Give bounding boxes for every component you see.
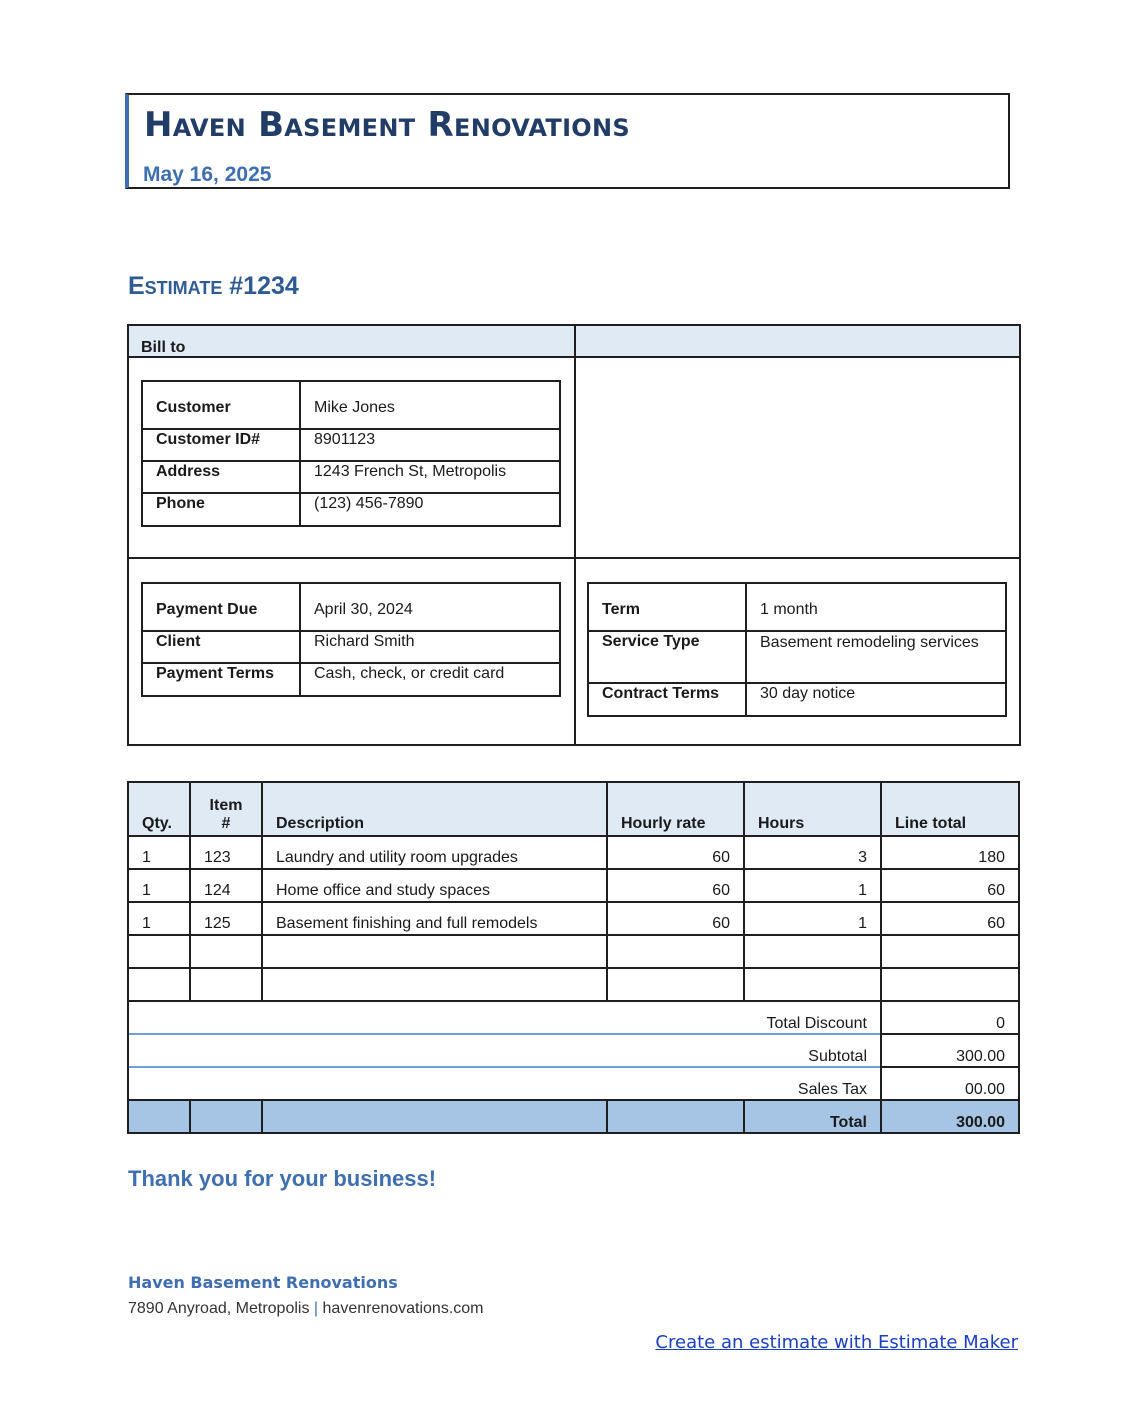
customer-value: Mike Jones bbox=[300, 381, 560, 429]
contract-terms-value: 30 day notice bbox=[746, 683, 1006, 716]
table-row bbox=[128, 902, 1019, 935]
qty-header: Qty. bbox=[128, 782, 190, 836]
empty-cell bbox=[128, 935, 190, 968]
bill-to-table bbox=[141, 380, 561, 527]
item-header-line2: # bbox=[221, 815, 231, 832]
table-row bbox=[142, 493, 560, 526]
address-value: 1243 French St, Metropolis bbox=[300, 461, 560, 493]
line-total-cell: 60 bbox=[881, 869, 1019, 902]
subtotal-label: Subtotal bbox=[128, 1034, 881, 1067]
payment-table bbox=[141, 582, 561, 697]
empty-cell bbox=[607, 968, 744, 1001]
payment-terms-value: Cash, check, or credit card bbox=[300, 663, 560, 696]
info-grid bbox=[127, 324, 1021, 746]
item-cell: 123 bbox=[190, 836, 262, 869]
table-row bbox=[588, 583, 1006, 631]
company-name: Haven Basement Renovations bbox=[144, 105, 630, 145]
item-cell: 125 bbox=[190, 902, 262, 935]
customer-key: Customer bbox=[142, 381, 300, 429]
footer-website: havenrenovations.com bbox=[322, 1300, 484, 1317]
empty-cell bbox=[607, 935, 744, 968]
discount-row bbox=[128, 1001, 1019, 1034]
bill-to-header bbox=[129, 326, 575, 358]
empty-cell bbox=[128, 968, 190, 1001]
phone-key: Phone bbox=[142, 493, 300, 526]
empty-cell bbox=[190, 968, 262, 1001]
item-number-header bbox=[190, 782, 262, 836]
table-row bbox=[142, 461, 560, 493]
contract-terms-key: Contract Terms bbox=[588, 683, 746, 716]
empty-cell bbox=[744, 935, 881, 968]
tax-row bbox=[128, 1067, 1019, 1100]
term-key: Term bbox=[588, 583, 746, 631]
rate-cell: 60 bbox=[607, 836, 744, 869]
description-cell: Basement finishing and full remodels bbox=[262, 902, 607, 935]
customer-id-value: 8901123 bbox=[300, 429, 560, 461]
description-cell: Laundry and utility room upgrades bbox=[262, 836, 607, 869]
hours-cell: 1 bbox=[744, 869, 881, 902]
column-divider bbox=[574, 326, 576, 744]
phone-value: (123) 456-7890 bbox=[300, 493, 560, 526]
item-cell: 124 bbox=[190, 869, 262, 902]
table-row bbox=[588, 631, 1006, 683]
service-table bbox=[587, 582, 1007, 717]
table-row-empty bbox=[128, 968, 1019, 1001]
description-header: Description bbox=[262, 782, 607, 836]
bill-to-label: Bill to bbox=[141, 339, 186, 356]
estimate-maker-link[interactable]: Create an estimate with Estimate Maker bbox=[655, 1332, 1018, 1353]
rate-cell: 60 bbox=[607, 902, 744, 935]
footer-address-line bbox=[128, 1300, 484, 1318]
subtotal-row bbox=[128, 1034, 1019, 1067]
customer-id-key: Customer ID# bbox=[142, 429, 300, 461]
document-date: May 16, 2025 bbox=[143, 163, 272, 186]
empty-cell bbox=[881, 968, 1019, 1001]
table-row bbox=[142, 583, 560, 631]
thank-you-message: Thank you for your business! bbox=[128, 1166, 437, 1191]
discount-value: 0 bbox=[881, 1001, 1019, 1034]
item-header-line1: Item bbox=[209, 797, 243, 814]
subtotal-value: 300.00 bbox=[881, 1034, 1019, 1067]
blank-header bbox=[575, 326, 1019, 358]
hours-cell: 3 bbox=[744, 836, 881, 869]
term-value: 1 month bbox=[746, 583, 1006, 631]
table-row bbox=[142, 631, 560, 663]
empty-cell bbox=[262, 935, 607, 968]
line-total-cell: 60 bbox=[881, 902, 1019, 935]
company-header bbox=[125, 93, 1010, 189]
line-total-header: Line total bbox=[881, 782, 1019, 836]
empty-cell bbox=[190, 935, 262, 968]
sales-tax-value: 00.00 bbox=[881, 1067, 1019, 1100]
table-row bbox=[588, 683, 1006, 716]
line-total-cell: 180 bbox=[881, 836, 1019, 869]
discount-label: Total Discount bbox=[128, 1001, 881, 1034]
line-items-table bbox=[127, 781, 1020, 1134]
total-blank-cell bbox=[190, 1100, 262, 1133]
empty-cell bbox=[881, 935, 1019, 968]
client-key: Client bbox=[142, 631, 300, 663]
estimate-title: Estimate #1234 bbox=[128, 272, 299, 300]
hourly-rate-header: Hourly rate bbox=[607, 782, 744, 836]
payment-due-value: April 30, 2024 bbox=[300, 583, 560, 631]
table-row bbox=[142, 429, 560, 461]
row-divider bbox=[129, 557, 1019, 559]
sales-tax-label: Sales Tax bbox=[128, 1067, 881, 1100]
address-key: Address bbox=[142, 461, 300, 493]
empty-cell bbox=[262, 968, 607, 1001]
table-row-empty bbox=[128, 935, 1019, 968]
footer-separator: | bbox=[313, 1300, 319, 1317]
total-value: 300.00 bbox=[881, 1100, 1019, 1133]
description-cell: Home office and study spaces bbox=[262, 869, 607, 902]
table-row bbox=[128, 869, 1019, 902]
total-row bbox=[128, 1100, 1019, 1133]
table-row bbox=[142, 663, 560, 696]
qty-cell: 1 bbox=[128, 869, 190, 902]
total-label: Total bbox=[744, 1100, 881, 1133]
qty-cell: 1 bbox=[128, 902, 190, 935]
footer-address: 7890 Anyroad, Metropolis bbox=[128, 1300, 310, 1317]
hours-header: Hours bbox=[744, 782, 881, 836]
service-type-value: Basement remodeling services bbox=[746, 631, 1006, 683]
service-type-key: Service Type bbox=[588, 631, 746, 683]
total-blank-cell bbox=[262, 1100, 607, 1133]
qty-cell: 1 bbox=[128, 836, 190, 869]
payment-due-key: Payment Due bbox=[142, 583, 300, 631]
table-row bbox=[142, 381, 560, 429]
table-row bbox=[128, 836, 1019, 869]
hours-cell: 1 bbox=[744, 902, 881, 935]
total-blank-cell bbox=[128, 1100, 190, 1133]
table-header-row bbox=[128, 782, 1019, 836]
rate-cell: 60 bbox=[607, 869, 744, 902]
total-blank-cell bbox=[607, 1100, 744, 1133]
payment-terms-key: Payment Terms bbox=[142, 663, 300, 696]
footer-company-name: Haven Basement Renovations bbox=[128, 1273, 398, 1292]
empty-cell bbox=[744, 968, 881, 1001]
client-value: Richard Smith bbox=[300, 631, 560, 663]
